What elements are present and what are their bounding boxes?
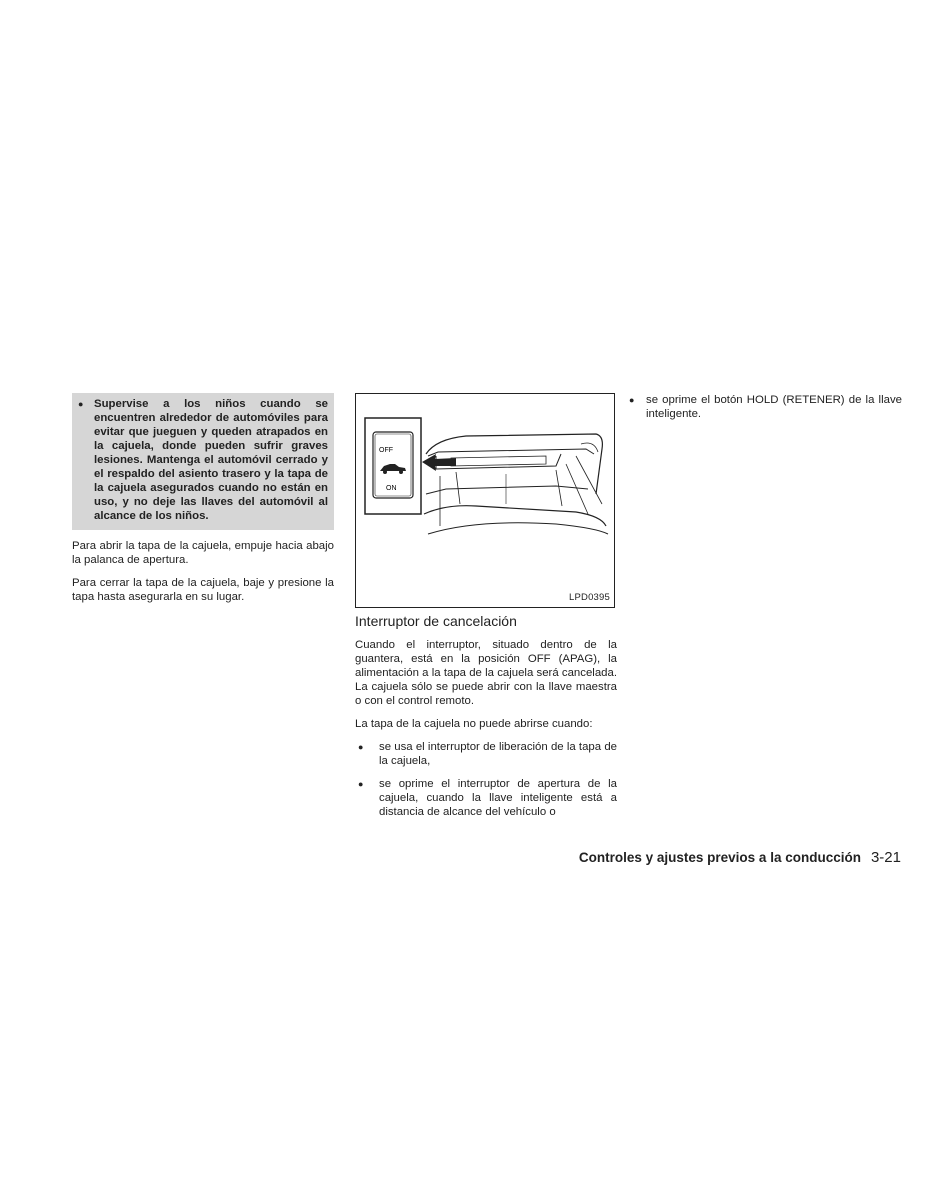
page-footer <box>579 849 901 866</box>
column-middle <box>355 393 617 828</box>
switch-off-label: OFF <box>379 447 393 454</box>
bullet-icon: ● <box>358 779 364 789</box>
list-item-text: se usa el interruptor de liberación de la tapa de la cajuela, <box>379 741 617 767</box>
paragraph-cannot-open: La tapa de la cajuela no puede abrirse cuando: <box>355 718 593 730</box>
section-heading: Interruptor de cancelación <box>355 613 517 629</box>
glovebox-illustration <box>356 394 614 607</box>
paragraph-close-trunk: Para cerrar la tapa de la cajuela, baje y presione la tapa hasta asegurarla en su lugar. <box>72 577 334 603</box>
paragraph-open-trunk: Para abrir la tapa de la cajuela, empuje hacia abajo la palanca de apertura. <box>72 540 334 566</box>
list-item <box>629 393 902 421</box>
warning-box <box>72 393 334 530</box>
column-right <box>629 393 902 430</box>
paragraph-switch: Cuando el interruptor, situado dentro de la guantera, está en la posición OFF (APAG), la alimentación a la tapa de la cajuela será cancelada. La cajuela sólo se puede abrir con la llave maestra o con el control remoto. <box>355 639 617 707</box>
warning-text: Supervise a los niños cuando se encuentren alrededor de automóviles para evitar que jueguen y queden atrapados en la cajuela, donde pueden sufrir graves lesiones. Mantenga el automóvil cerrado y el respaldo del asiento trasero y la tapa de la cajuela asegurados cuando no están en uso, y no deje las llaves del automóvil al alcance de los niños. <box>94 398 328 522</box>
list-item <box>355 777 617 819</box>
list-item-text: se oprime el interruptor de apertura de la cajuela, cuando la llave inteligente está a distancia de alcance del vehículo o <box>379 778 617 818</box>
bullet-icon: ● <box>78 399 84 409</box>
column-left <box>72 393 334 613</box>
condition-list-continued <box>629 393 902 421</box>
page-number: 3-21 <box>870 849 901 866</box>
list-item <box>355 740 617 768</box>
list-item-text: se oprime el botón HOLD (RETENER) de la llave inteligente. <box>646 394 902 420</box>
footer-title: Controles y ajustes previos a la conducción <box>578 850 861 865</box>
bullet-icon: ● <box>629 395 635 405</box>
glovebox-figure <box>355 393 615 608</box>
condition-list <box>355 740 617 819</box>
switch-on-label: ON <box>386 485 397 492</box>
bullet-icon: ● <box>358 742 364 752</box>
figure-code: LPD0395 <box>568 592 610 603</box>
